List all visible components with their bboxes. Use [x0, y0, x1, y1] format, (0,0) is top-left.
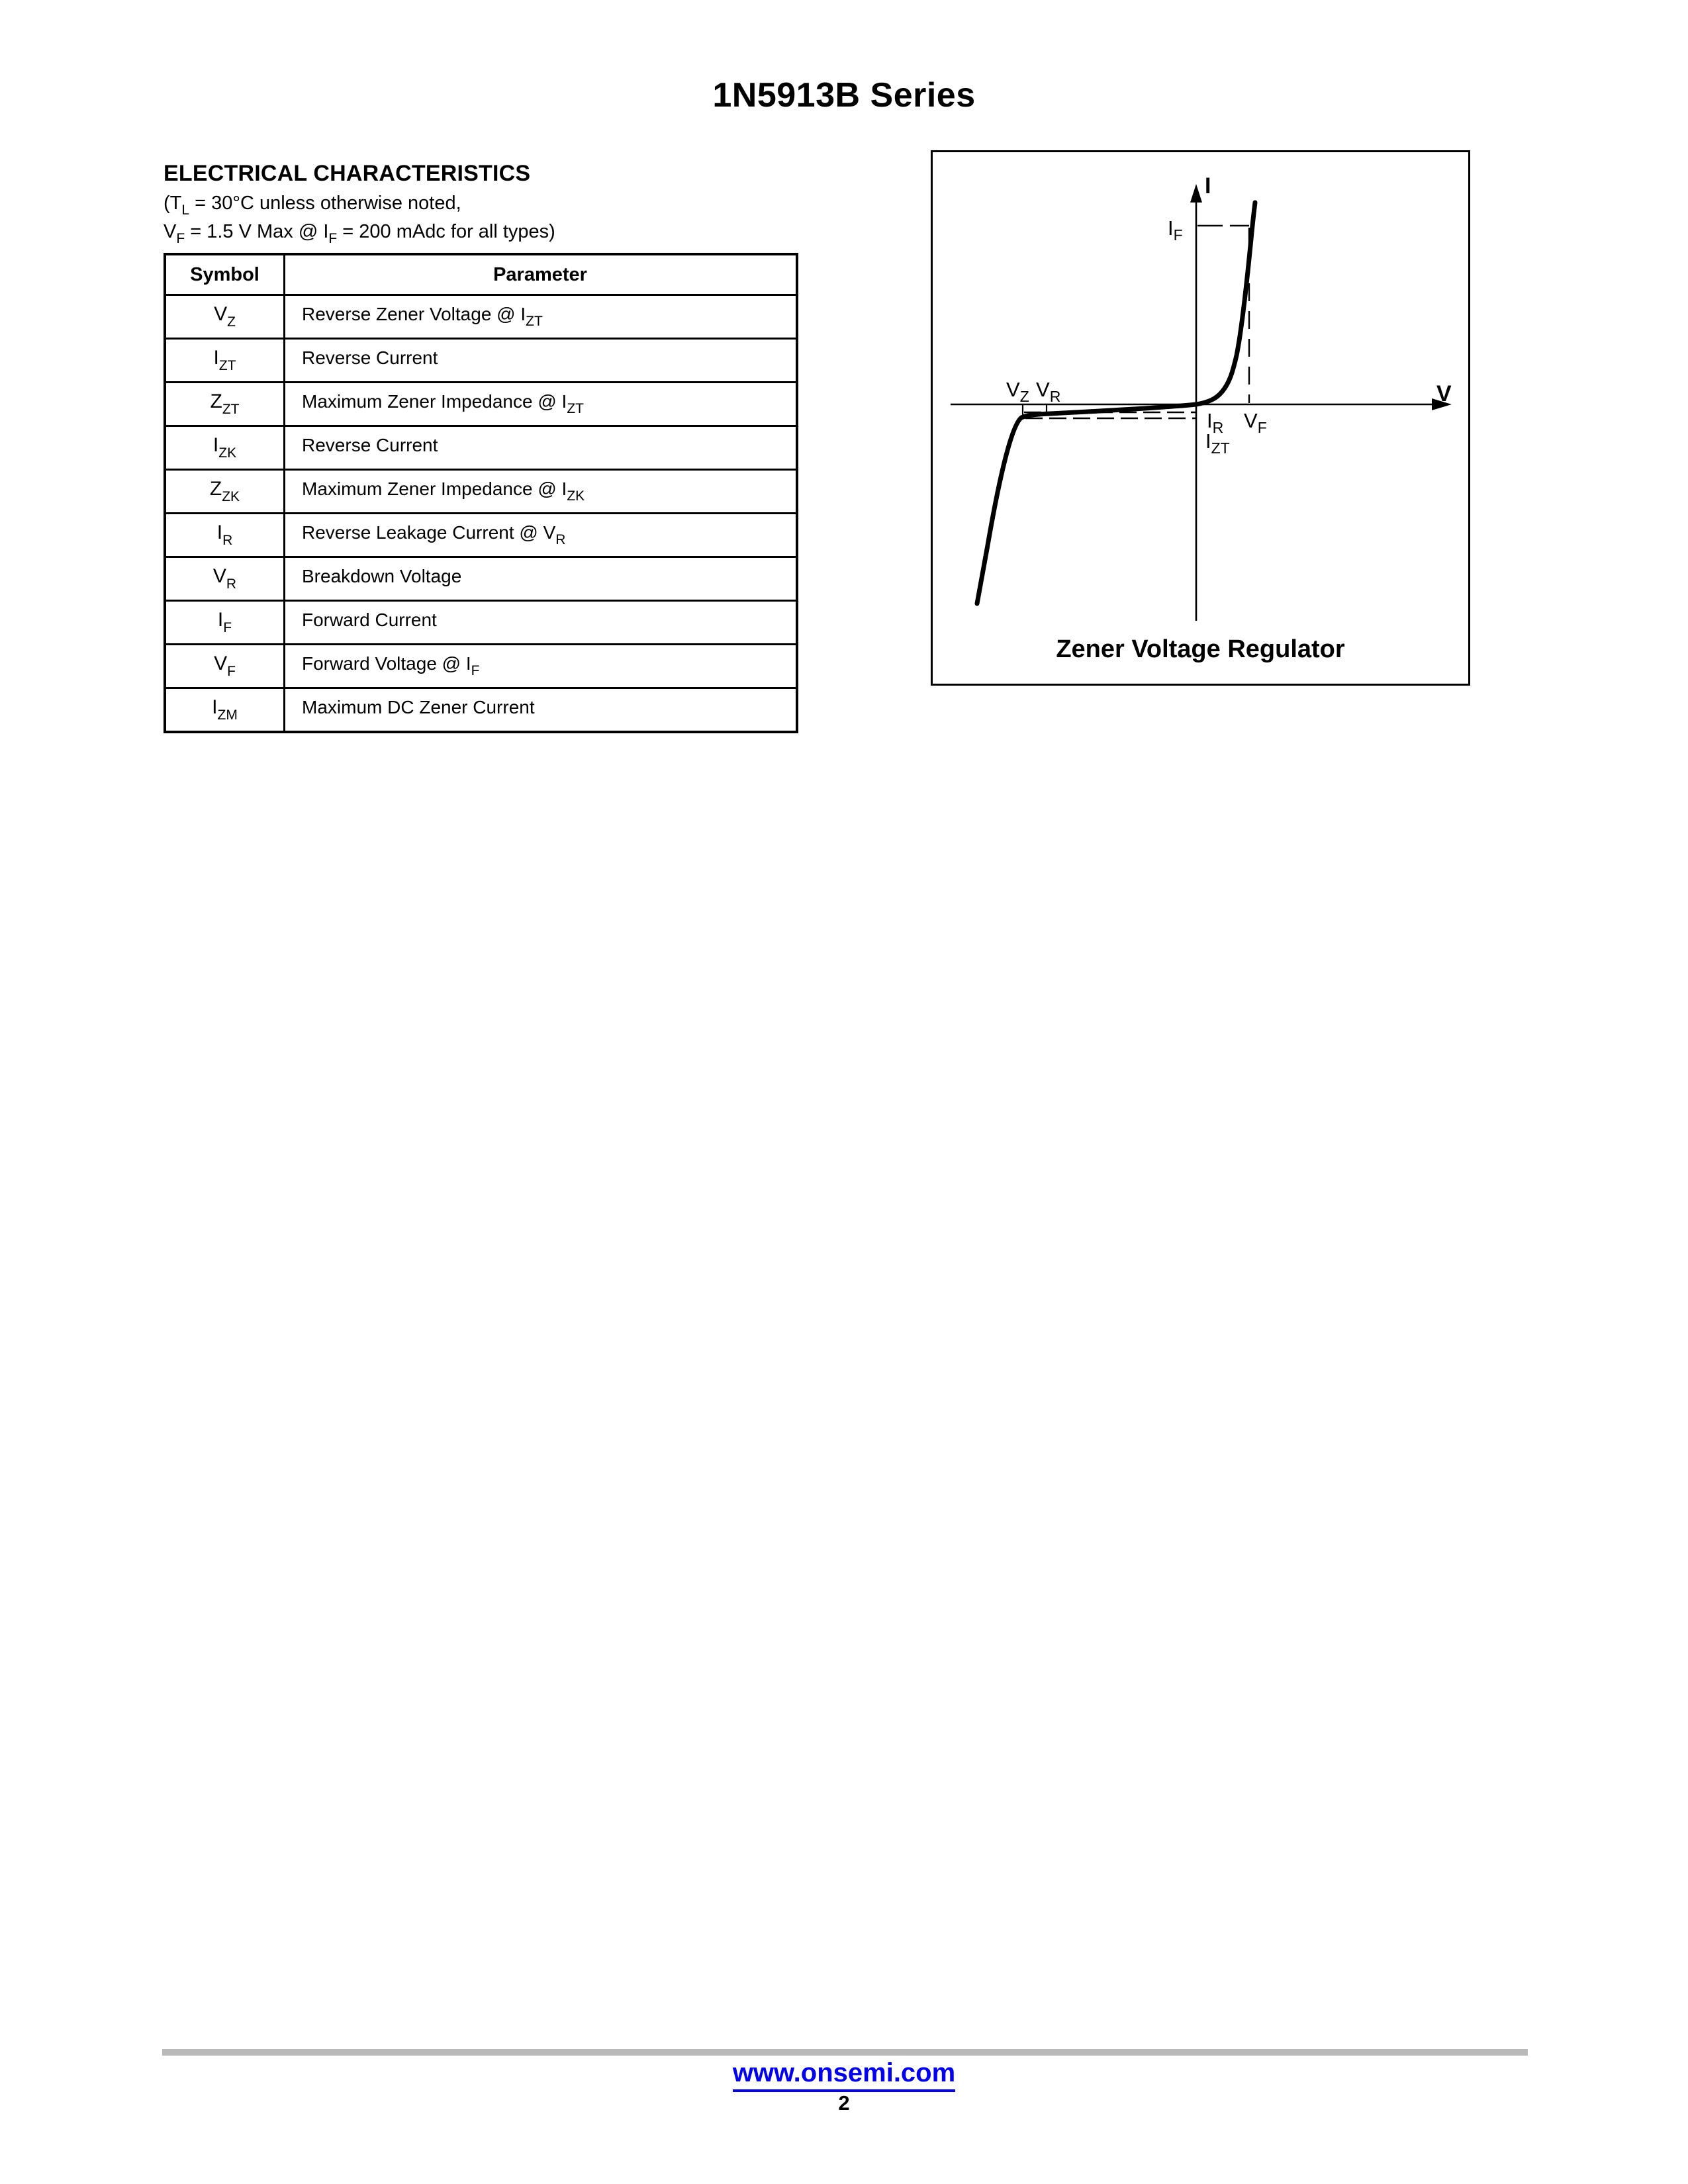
symbol-cell: $I_{ZM}$ [165, 688, 285, 733]
izt-label: $I_{ZT}$ [1205, 430, 1230, 457]
parameter-cell: Reverse Current [285, 426, 798, 470]
table-row [165, 601, 797, 645]
parameter-cell: Forward Voltage @ $I_F$ [285, 645, 798, 688]
table-row [165, 645, 797, 688]
symbol-cell: $V_R$ [165, 557, 285, 601]
parameter-cell: Maximum DC Zener Current [285, 688, 798, 733]
symbol-parameter-table [164, 253, 798, 733]
vr-label: $V_R$ [1036, 378, 1061, 405]
ir-label: $I_R$ [1207, 409, 1224, 436]
v-axis-label: V [1436, 381, 1452, 406]
parameter-cell: Breakdown Voltage [285, 557, 798, 601]
i-axis-arrow-icon [1190, 184, 1202, 203]
iv-curve-plot [933, 152, 1468, 684]
table-row [165, 557, 797, 601]
section-heading: ELECTRICAL CHARACTERISTICS [164, 161, 531, 186]
symbol-cell: $V_F$ [165, 645, 285, 688]
parameter-cell: Reverse Current [285, 339, 798, 383]
onsemi-link[interactable]: www.onsemi.com [733, 2058, 955, 2092]
symbol-cell: $I_F$ [165, 601, 285, 645]
symbol-cell: $I_{ZT}$ [165, 339, 285, 383]
zener-figure-box [931, 150, 1470, 686]
vf-label: $V_F$ [1244, 409, 1267, 436]
page-title: 1N5913B Series [712, 76, 976, 114]
parameter-cell: Maximum Zener Impedance @ $I_{ZK}$ [285, 470, 798, 514]
footer-rule [162, 2049, 1528, 2056]
symbol-cell: $Z_{ZK}$ [165, 470, 285, 514]
figure-caption: Zener Voltage Regulator [1056, 635, 1345, 663]
table-row [165, 514, 797, 557]
table-row [165, 470, 797, 514]
symbol-cell: $V_Z$ [165, 295, 285, 339]
parameter-cell: Maximum Zener Impedance @ $I_{ZT}$ [285, 383, 798, 426]
table-row [165, 383, 797, 426]
header-parameter: Parameter [285, 254, 798, 295]
condition-line-1: ($T_L = 30^\circ C$ unless otherwise noted, [164, 193, 461, 218]
vz-label: $V_Z$ [1006, 378, 1029, 405]
symbol-cell: $I_R$ [165, 514, 285, 557]
parameter-cell: Reverse Zener Voltage @ $I_{ZT}$ [285, 295, 798, 339]
condition-line-2: $V_F = 1.5$ V Max @ $I_F = 200$ mAdc for all types) [164, 221, 555, 246]
table-row [165, 339, 797, 383]
if-label: $I_F$ [1168, 216, 1183, 244]
forward-curve [1196, 203, 1255, 404]
i-axis-label: I [1205, 173, 1211, 199]
header-symbol: Symbol [165, 254, 285, 295]
table-header-row [165, 254, 797, 295]
parameter-cell: Reverse Leakage Current @ $V_R$ [285, 514, 798, 557]
page-number: 2 [838, 2091, 850, 2115]
footer-link-row [0, 2058, 1688, 2092]
table-row [165, 295, 797, 339]
table-row [165, 426, 797, 470]
symbol-cell: $I_{ZK}$ [165, 426, 285, 470]
parameter-cell: Forward Current [285, 601, 798, 645]
symbol-cell: $Z_{ZT}$ [165, 383, 285, 426]
reverse-curve [977, 404, 1196, 604]
table-row [165, 688, 797, 733]
